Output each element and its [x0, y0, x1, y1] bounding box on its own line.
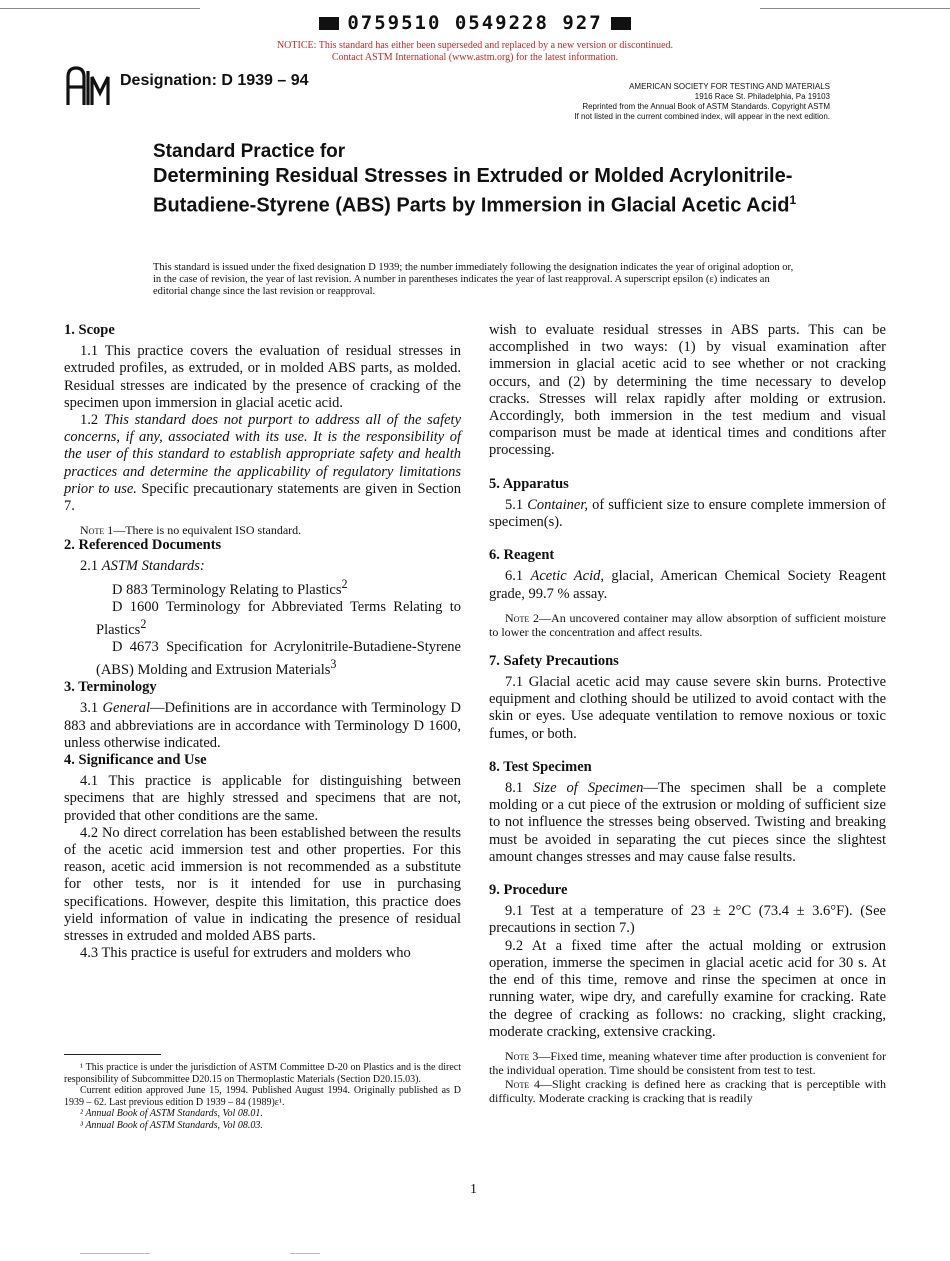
para-9-1: 9.1 Test at a temperature of 23 ± 2°C (73.4 ± 3.6°F). (See precautions in section 7.)	[489, 903, 886, 937]
barcode	[0, 12, 950, 34]
note-4	[489, 1077, 886, 1105]
reference-d1600	[64, 599, 461, 639]
notice-line-1: NOTICE: This standard has either been superseded and replaced by a new version or discontinued.	[276, 40, 674, 51]
para-8-1	[489, 780, 886, 866]
section-heading-significance: 4. Significance and Use	[64, 751, 207, 768]
section-heading-referenced-documents: 2. Referenced Documents	[64, 537, 222, 554]
top-rule-right	[760, 8, 950, 9]
note-label: Note	[505, 610, 530, 625]
note-text: 2—An uncovered container may allow absorption of sufficient moisture to lower the concentration and affect results.	[489, 610, 886, 639]
ref-sup: 3	[330, 657, 337, 672]
para-5-1	[489, 497, 886, 531]
footnotes	[64, 1062, 461, 1131]
note-2	[489, 611, 886, 639]
para-rest: —Definitions are in accordance with Terminology D 883 and abbreviations are in accordance with Terminology D 1600, unless otherwise indicated.	[64, 700, 462, 751]
section-heading-reagent: 6. Reagent	[489, 547, 555, 564]
top-rule	[0, 8, 200, 9]
footnote-3: ³ Annual Book of ASTM Standards, Vol 08.03.	[80, 1119, 263, 1131]
designation: Designation: D 1939 – 94	[120, 72, 309, 89]
para-num: 8.1	[505, 780, 524, 797]
note-text: 1—There is no equivalent ISO standard.	[107, 523, 302, 538]
supersede-notice	[0, 40, 950, 64]
section-heading-terminology: 3. Terminology	[64, 679, 157, 696]
para-num: 2.1	[80, 558, 99, 575]
reference-d4673	[64, 639, 461, 679]
ref-text: D 883 Terminology Relating to Plastics	[112, 581, 342, 598]
para-7-1: 7.1 Glacial acetic acid may cause severe skin burns. Protective equipment and clothing should be utilized to avoid contact with the skin or eyes. Use adequate ventilation to remove noxious or toxic fumes, or both.	[489, 674, 886, 742]
title-prefix: Standard Practice for	[153, 141, 346, 162]
note-label: Note	[505, 1048, 530, 1063]
ref-text: D 1600 Terminology for Abbreviated Terms Relating to Plastics	[96, 598, 461, 638]
para-italic: ASTM Standards:	[101, 558, 205, 575]
para-2-1	[64, 558, 461, 575]
ref-text: D 4673 Specification for Acrylonitrile-Butadiene-Styrene (ABS) Molding and Extrusion Materials	[96, 638, 461, 678]
para-italic: Size of Specimen	[533, 780, 644, 797]
para-italic: Acetic Acid,	[530, 568, 604, 585]
footnote-1-edition: Current edition approved June 15, 1994. Published August 1994. Originally published as D 1939 – 62. Last previous edition D 1939 – 84 (1989)ε¹.	[64, 1085, 461, 1108]
issuance-statement: This standard is issued under the fixed designation D 1939; the number immediately following the designation indicates the year of original adoption or, in the case of revision, the year of last revision. A number in parentheses indicates the year of last reapproval. A superscript epsilon (ε) indicates an editorial change since the last revision or reapproval.	[153, 262, 794, 297]
ref-sup: 2	[140, 616, 147, 631]
bottom-rule-mid	[290, 1253, 320, 1254]
section-heading-procedure: 9. Procedure	[489, 882, 568, 899]
note-3	[489, 1049, 886, 1077]
footnote-1: ¹ This practice is under the jurisdiction of ASTM Committee D-20 on Plastics and is the direct responsibility of Subcommittee D20.15 on Thermoplastic Materials (Section D20.15.03).	[64, 1062, 461, 1085]
publisher-line-3: Reprinted from the Annual Book of ASTM Standards. Copyright ASTM	[582, 102, 830, 111]
para-num: 3.1	[80, 700, 99, 717]
para-1-1: 1.1 This practice covers the evaluation of residual stresses in extruded profiles, as extruded, or in molded ABS parts, as molded. Residual stresses are indicated by the presence of cracking of the specimen upon immersion in glacial acetic acid.	[64, 343, 461, 411]
section-heading-test-specimen: 8. Test Specimen	[489, 758, 592, 775]
document-title	[153, 164, 853, 218]
note-label: Note	[80, 523, 105, 538]
note-label: Note	[505, 1076, 530, 1091]
para-italic: General	[102, 700, 151, 717]
para-4-1: 4.1 This practice is applicable for distinguishing between specimens that are highly stressed and specimens that are not, provided that other conditions are the same.	[64, 773, 461, 824]
note-text: 4—Slight cracking is defined here as cracking that is perceptible with difficulty. Moderate cracking is cracking that is readily	[489, 1076, 886, 1105]
note-1	[64, 523, 461, 537]
publisher-line-1: AMERICAN SOCIETY FOR TESTING AND MATERIALS	[629, 82, 830, 91]
section-heading-safety: 7. Safety Precautions	[489, 652, 619, 669]
para-italic: This standard does not purport to address all of the safety concerns, if any, associated with its use. It is the responsibility of the user of this standard to establish appropriate safety and health practices and determine the applicability of regulatory limitations prior to use.	[64, 412, 462, 497]
title-footnote-ref: 1	[789, 193, 797, 207]
para-rest: of sufficient size to ensure complete immersion of specimen(s).	[489, 496, 886, 531]
footnote-rule	[64, 1054, 161, 1055]
para-4-3: 4.3 This practice is useful for extruders and molders who	[80, 945, 411, 962]
astm-logo-icon	[64, 65, 112, 107]
publisher-block	[574, 82, 830, 122]
para-rest: Specific precautionary statements are given in Section 7.	[64, 480, 462, 515]
para-4-3-continued: wish to evaluate residual stresses in ABS parts. This can be accomplished in two ways: (1) by visual examination after immersion in glacial acetic acid to see whether or not cracking occurs, and (2) by determining the time necessary to develop cracks. Stresses will relax rapidly after molding or extrusion. Accordingly, both immersion in the test medium and visual comparison must be made at identical times and conditions after processing.	[489, 322, 886, 459]
publisher-line-4: If not listed in the current combined index, will appear in the next edition.	[574, 112, 830, 121]
bottom-rule-left	[80, 1253, 150, 1254]
title-block	[153, 140, 853, 218]
para-4-2: 4.2 No direct correlation has been established between the results of the acetic acid immersion test and other properties. For this reason, acetic acid immersion is not recommended as a substitute for other tests, nor is it intended for use in purchasing specifications. However, despite this limitation, this practice does yield information of value in indicating the presence of residual stresses in extruded and molded ABS parts.	[64, 824, 461, 944]
section-heading-apparatus: 5. Apparatus	[489, 475, 569, 492]
para-1-2	[64, 412, 461, 515]
notice-line-2: Contact ASTM International (www.astm.org) for the latest information.	[331, 52, 619, 63]
publisher-line-2: 1916 Race St. Philadelphia, Pa 19103	[694, 92, 830, 101]
para-9-2: 9.2 At a fixed time after the actual molding or extrusion operation, immerse the specimen in glacial acetic acid for 30 s. At the end of this time, remove and rinse the specimen at once in running water, wipe dry, and carefully examine for cracking. Rate the degree of cracking as follows: no cracking, slight cracking, moderate cracking, extensive cracking.	[489, 937, 886, 1040]
para-3-1	[64, 700, 461, 752]
para-italic: Container,	[527, 496, 589, 513]
note-text: 3—Fixed time, meaning whatever time after production is convenient for the individual operation. Time should be consistent from test to test.	[489, 1048, 886, 1077]
para-num: 6.1	[505, 568, 524, 585]
page-number: 1	[470, 1182, 477, 1197]
para-num: 1.2	[80, 412, 99, 429]
para-rest: glacial, American Chemical Society Reagent grade, 99.7 % assay.	[489, 568, 886, 602]
section-heading-scope: 1. Scope	[64, 322, 115, 338]
barcode-text: 0759510 0549228 927	[347, 12, 603, 34]
right-column	[489, 322, 886, 1105]
footnote-2: ² Annual Book of ASTM Standards, Vol 08.01.	[80, 1108, 263, 1119]
title-main: Determining Residual Stresses in Extruded or Molded Acrylonitrile-Butadiene-Styrene (ABS) Parts by Immersion in Glacial Acetic Acid	[153, 165, 793, 217]
ref-sup: 2	[341, 576, 348, 591]
para-rest: —The specimen shall be a complete molding or a cut piece of the extrusion or molding of sufficient size to not influence the stresses being observed. Twisting and breaking must be avoided in separating the cut pieces since the slightest amount changes stresses and may cause false results.	[489, 780, 886, 865]
para-num: 5.1	[505, 496, 524, 513]
para-6-1	[489, 568, 886, 602]
reference-d883	[64, 576, 461, 599]
left-column	[64, 322, 461, 962]
